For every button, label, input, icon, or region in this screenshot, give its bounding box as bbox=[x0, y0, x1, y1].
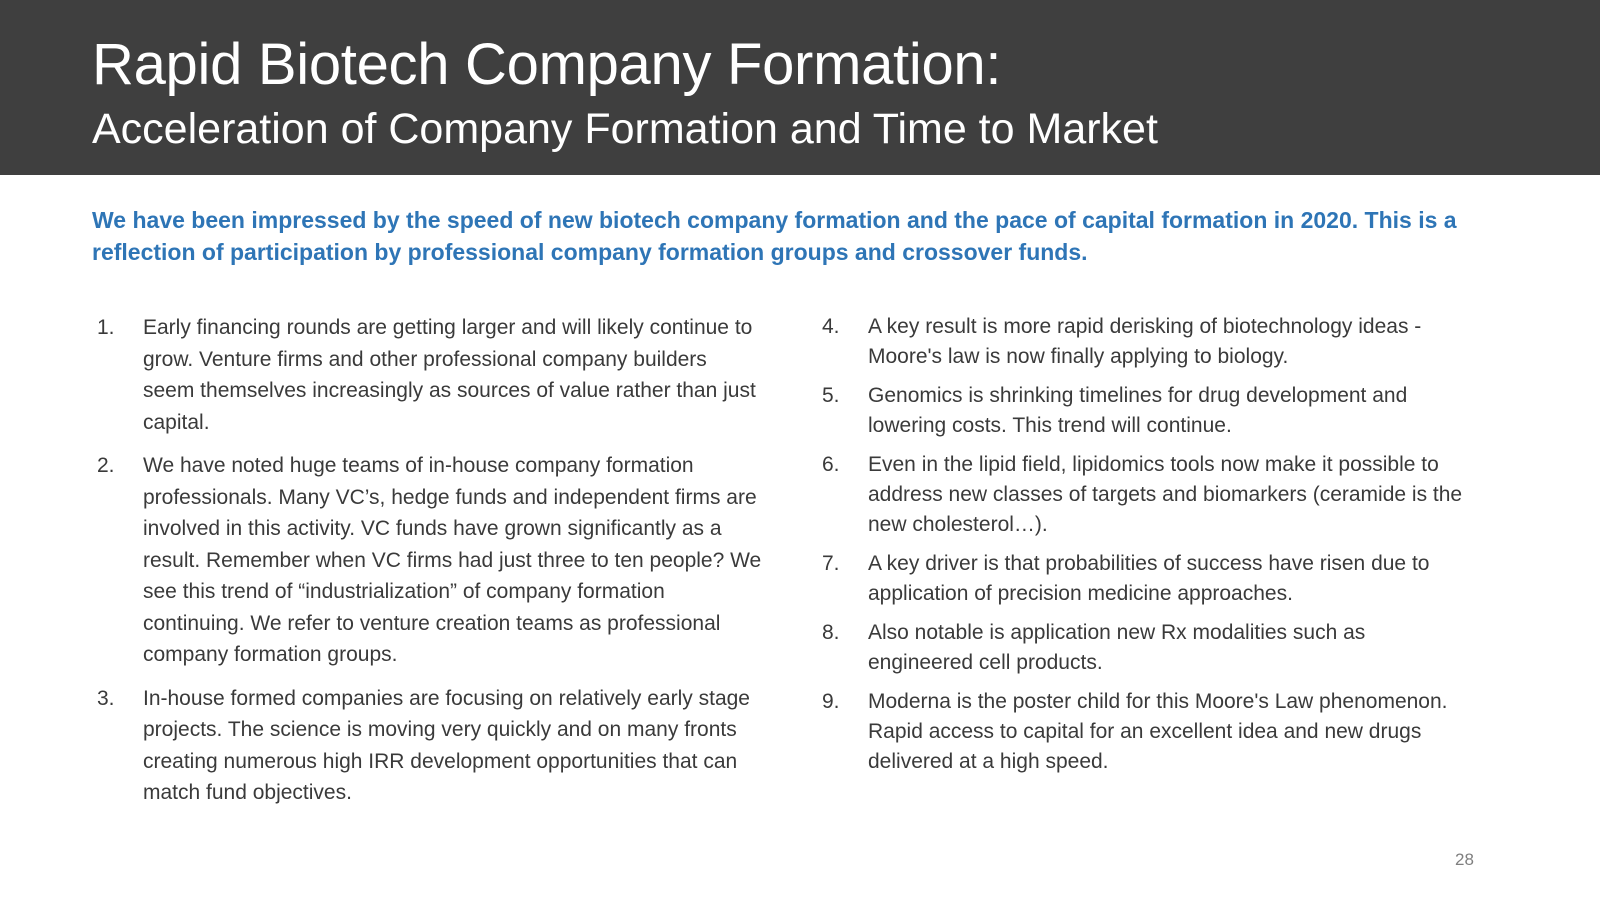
item-number: 2. bbox=[97, 454, 115, 477]
item-number: 4. bbox=[822, 315, 840, 338]
list-item bbox=[816, 618, 1476, 678]
item-text: Early financing rounds are getting larger and will likely continue to grow. Venture firms and other professional company builders seem themselves increasingly as sources of value rather than just capital. bbox=[143, 316, 756, 434]
list-item bbox=[92, 450, 762, 671]
list-item bbox=[816, 312, 1476, 372]
item-text: In-house formed companies are focusing on relatively early stage projects. The science is moving very quickly and on many fronts creating numerous high IRR development opportunities that can match fund objectives. bbox=[143, 686, 750, 804]
list-item bbox=[92, 683, 762, 809]
left-numbered-list bbox=[92, 312, 762, 821]
title-bar bbox=[0, 0, 1600, 175]
right-numbered-list bbox=[816, 312, 1476, 786]
item-text: Genomics is shrinking timelines for drug development and lowering costs. This trend will continue. bbox=[868, 384, 1408, 437]
list-item bbox=[816, 687, 1476, 777]
lead-statement: We have been impressed by the speed of new biotech company formation and the pace of capital formation in 2020. This is a reflection of participation by professional company formation groups and crossover funds. bbox=[92, 207, 1457, 265]
item-text: Also notable is application new Rx modalities such as engineered cell products. bbox=[868, 621, 1366, 674]
item-text: Even in the lipid field, lipidomics tools now make it possible to address new classes of targets and biomarkers (ceramide is the new cholesterol…). bbox=[868, 453, 1463, 536]
item-text: Moderna is the poster child for this Moore's Law phenomenon. Rapid access to capital for an excellent idea and new drugs delivered at a high speed. bbox=[868, 690, 1448, 773]
item-number: 7. bbox=[822, 552, 840, 575]
list-item bbox=[92, 312, 762, 438]
item-number: 9. bbox=[822, 690, 840, 713]
item-text: A key driver is that probabilities of success have risen due to application of precision medicine approaches. bbox=[868, 552, 1430, 605]
item-text: We have noted huge teams of in-house company formation professionals. Many VC’s, hedge funds and independent firms are involved in this activity. VC funds have grown significantly as a result. Remember when VC firms had just three to ten people? We see this trend of “industrialization” of company formation continuing. We refer to venture creation teams as professional company formation groups. bbox=[143, 454, 762, 666]
list-item bbox=[816, 381, 1476, 441]
page-number: 28 bbox=[1455, 850, 1474, 869]
list-item bbox=[816, 549, 1476, 609]
item-number: 6. bbox=[822, 453, 840, 476]
slide-subtitle: Acceleration of Company Formation and Time to Market bbox=[92, 105, 1158, 153]
list-item bbox=[816, 450, 1476, 540]
slide-title: Rapid Biotech Company Formation: bbox=[92, 32, 1002, 97]
item-number: 5. bbox=[822, 384, 840, 407]
item-number: 3. bbox=[97, 686, 115, 710]
item-number: 1. bbox=[97, 316, 115, 339]
item-text: A key result is more rapid derisking of biotechnology ideas - Moore's law is now finally applying to biology. bbox=[868, 315, 1422, 368]
item-number: 8. bbox=[822, 621, 840, 644]
